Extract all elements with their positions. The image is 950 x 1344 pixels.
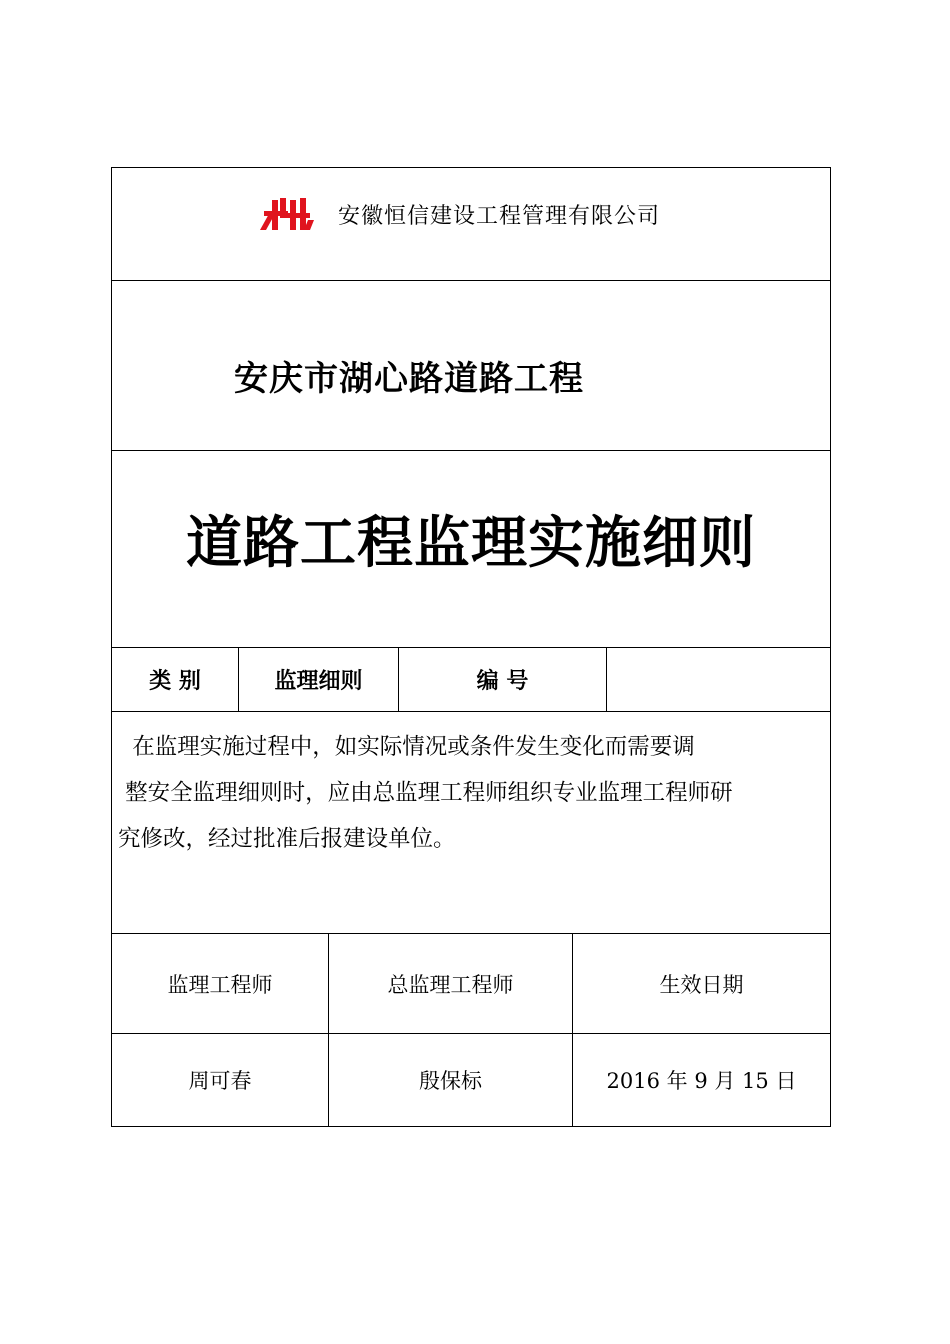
signature-header-row	[112, 934, 830, 1034]
number-value	[606, 648, 830, 711]
company-header-row	[112, 168, 830, 281]
company-logo-icon	[260, 198, 314, 230]
chief-engineer-name: 殷保标	[328, 1034, 572, 1126]
document-cover-table	[111, 167, 831, 1127]
company-block	[260, 198, 660, 230]
effective-date-value: 2016 年 9 月 15 日	[572, 1034, 830, 1126]
effective-date-label: 生效日期	[572, 934, 830, 1033]
body-line: 究修改，经过批准后报建设单位。	[118, 826, 456, 852]
body-text	[118, 724, 826, 862]
project-title: 安庆市湖心路道路工程	[234, 359, 584, 399]
category-row	[112, 648, 830, 712]
category-label: 类 别	[149, 668, 201, 694]
body-line: 整安全监理细则时，应由总监理工程师组织专业监理工程师研	[118, 780, 733, 806]
signature-value-row	[112, 1034, 830, 1126]
body-text-row	[112, 712, 830, 934]
project-row	[112, 281, 830, 451]
document-title-row	[112, 451, 830, 648]
number-label: 编 号	[398, 648, 606, 711]
company-name: 安徽恒信建设工程管理有限公司	[338, 203, 661, 229]
document-title: 道路工程监理实施细则	[186, 510, 756, 576]
supervising-engineer-name: 周可春	[188, 1069, 252, 1093]
chief-engineer-label: 总监理工程师	[328, 934, 572, 1033]
category-value: 监理细则	[238, 648, 398, 711]
supervising-engineer-label: 监理工程师	[167, 972, 273, 997]
body-line: 在监理实施过程中，如实际情况或条件发生变化而需要调	[118, 734, 695, 760]
